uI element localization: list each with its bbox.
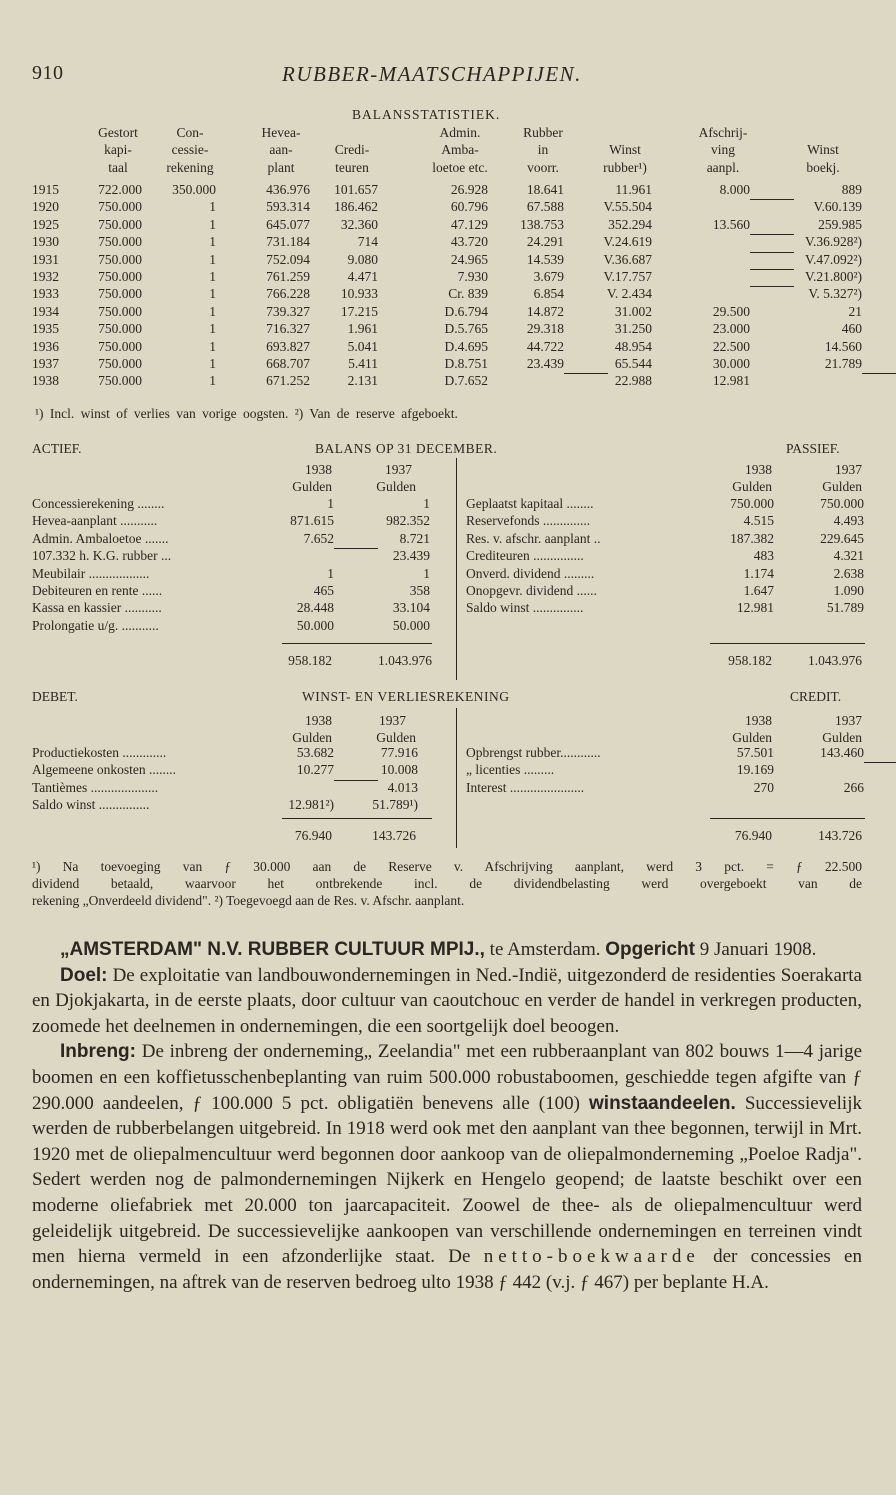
stats-col-winst-rubber: Winst rubber¹): [603, 142, 647, 175]
stats-cell-afschrijving: 30.000: [712, 356, 750, 371]
pl-right-unit-b: Gulden: [822, 730, 862, 745]
balance-right-value-a: 750.000: [730, 496, 774, 511]
stats-row: [0, 373, 896, 390]
balance-right-label: Geplaatst kapitaal ........: [466, 496, 594, 511]
balance-left-year-b: 1937: [385, 462, 412, 477]
pl-right-total-rule: [710, 818, 865, 819]
balance-right-row: [0, 513, 896, 530]
company-location: te Amsterdam.: [484, 939, 606, 960]
stats-cell-year: 1937: [32, 356, 59, 371]
stats-cell-afschrijving: 29.500: [712, 303, 750, 319]
stats-cell-hevea: 693.827: [266, 338, 310, 354]
stats-cell-winst-rubber: V.17.757: [603, 269, 652, 284]
stats-cell-concessie: 1: [209, 216, 216, 232]
balance-right-label: Saldo winst ...............: [466, 600, 584, 616]
stats-cell-winst-rubber: 31.250: [614, 321, 652, 337]
stats-cell-concessie: 1: [209, 286, 216, 302]
stats-cell-admin: 24.965: [450, 251, 488, 267]
pl-right-label: Opbrengst rubber............: [466, 745, 601, 760]
balance-right-value-a: 4.515: [743, 513, 774, 529]
pl-footnote-2: dividend betaald, waarvoor het ontbrekende incl. de dividendbelasting werd overgeboekt van de: [32, 876, 862, 891]
stats-cell-kapitaal: 750.000: [98, 234, 142, 250]
stats-cell-kapitaal: 750.000: [98, 338, 142, 354]
dash-mark: [864, 762, 896, 763]
balance-left-value-a: 7.652: [303, 530, 334, 546]
stats-cell-winst-rubber: V. 2.434: [606, 286, 652, 302]
stats-cell-kapitaal: 750.000: [98, 303, 142, 319]
stats-cell-winst-rubber: V.36.687: [603, 251, 652, 267]
dash-mark: [862, 373, 896, 374]
balance-left-heading: ACTIEF.: [32, 441, 82, 456]
pl-right-label: „ licenties .........: [466, 762, 555, 778]
pl-right-total-b: 143.726: [818, 828, 862, 843]
balance-left-total-b: 1.043.976: [378, 653, 432, 668]
stats-col-winst-boekj: Winst boekj.: [806, 142, 840, 175]
balance-right-value-b: 750.000: [820, 496, 864, 511]
balance-left-value-b: 23.439: [392, 548, 430, 564]
balance-right-total-b: 1.043.976: [808, 653, 862, 668]
stats-row: [0, 217, 896, 234]
stats-cell-rubber: 24.291: [526, 234, 564, 250]
pl-left-year-b: 1937: [379, 713, 406, 728]
stats-cell-winst-boekj: 21: [848, 303, 862, 319]
stats-cell-rubber: 18.641: [526, 182, 564, 197]
stats-cell-winst-boekj: 21.789: [824, 356, 862, 371]
stats-cell-year: 1932: [32, 269, 59, 284]
balance-left-value-b: 982.352: [386, 513, 430, 529]
stats-cell-rubber: 29.318: [526, 321, 564, 337]
balance-left-value-b: 1: [423, 496, 430, 511]
pl-left-label: Tantièmes ....................: [32, 779, 159, 795]
stats-cell-winst-rubber: 11.961: [615, 182, 652, 197]
stats-cell-year: 1935: [32, 321, 59, 337]
balance-right-value-b: 2.638: [833, 565, 864, 581]
company-description: [32, 937, 862, 1295]
stats-col-admin: Admin. Amba- loetoe etc.: [432, 125, 488, 175]
stats-cell-concessie: 1: [209, 373, 216, 389]
pl-left-label: Productiekosten .............: [32, 745, 167, 760]
balance-right-row: [0, 531, 896, 548]
stats-cell-year: 1925: [32, 216, 59, 232]
pl-left-value-a: 10.277: [296, 762, 334, 778]
balance-right-label: Res. v. afschr. aanplant ..: [466, 530, 601, 546]
pl-right-row: [0, 780, 896, 797]
balance-right-heading: PASSIEF.: [786, 441, 840, 456]
balance-right-total-rule: [710, 643, 865, 644]
balance-left-unit-a: Gulden: [292, 479, 332, 494]
stats-cell-winst-rubber: 31.002: [614, 303, 652, 319]
stats-cell-rubber: 44.722: [526, 338, 564, 354]
stats-cell-winst-boekj: V.36.928²): [804, 234, 862, 250]
stats-cell-crediteuren: 101.657: [334, 182, 378, 197]
pl-right-row: [0, 745, 896, 762]
pl-left-total-a: 76.940: [294, 828, 332, 843]
pl-right-value-a: 57.501: [736, 745, 774, 760]
stats-cell-year: 1938: [32, 373, 59, 389]
balance-right-row: [0, 496, 896, 513]
pl-right-value-b: 266: [843, 779, 864, 795]
pl-right-year-a: 1938: [745, 713, 772, 728]
stats-col-afschrijving: Afschrij- ving aanpl.: [698, 125, 748, 175]
balance-right-row: [0, 566, 896, 583]
stats-row: [0, 321, 896, 338]
doel-text: De exploitatie van landbouwondernemingen in Ned.-Indië, uitgezonderd de residenties Soerakarta en Djokjakarta, in de eerste plaats, door cultuur van caoutchouc en verder de handel in verkregen producten, zoomede het deelnemen in ondernemingen, die een soortgelijk doel beoogen.: [32, 964, 862, 1037]
stats-cell-hevea: 752.094: [266, 251, 310, 267]
stats-cell-admin: 7.930: [457, 269, 488, 284]
stats-footnote: ¹) Incl. winst of verlies van vorige oogsten. ²) Van de reserve afgeboekt.: [35, 406, 458, 421]
balance-left-value-a: 871.615: [290, 513, 334, 529]
pl-left-unit-a: Gulden: [292, 730, 332, 745]
stats-cell-winst-boekj: 14.560: [824, 338, 862, 354]
stats-cell-concessie: 1: [209, 321, 216, 337]
stats-cell-winst-rubber: 65.544: [614, 356, 652, 371]
stats-cell-afschrijving: 22.500: [712, 338, 750, 354]
balance-right-value-b: 4.321: [833, 548, 864, 564]
stats-cell-concessie: 350.000: [172, 182, 216, 197]
balance-left-total-a: 958.182: [288, 653, 332, 668]
pl-left-heading: DEBET.: [32, 689, 78, 704]
stats-cell-admin: 26.928: [450, 182, 488, 197]
pl-left-value-a: 53.682: [296, 745, 334, 760]
stats-cell-admin: 47.129: [450, 216, 488, 232]
stats-row: [0, 286, 896, 303]
balance-left-value-b: 50.000: [392, 617, 430, 633]
stats-col-kapitaal: Gestort kapi- taal: [98, 125, 138, 175]
stats-cell-winst-rubber: V.55.504: [603, 199, 652, 215]
balance-left-value-a: 465: [313, 583, 334, 598]
stats-cell-hevea: 761.259: [266, 269, 310, 284]
doel-label: Doel:: [60, 964, 108, 986]
stats-cell-kapitaal: 750.000: [98, 321, 142, 337]
stats-cell-concessie: 1: [209, 338, 216, 354]
stats-cell-admin: D.4.695: [444, 338, 488, 354]
stats-cell-winst-rubber: 352.294: [608, 216, 652, 232]
balance-left-label: Kassa en kassier ...........: [32, 600, 162, 616]
stats-cell-winst-boekj: V.47.092²): [804, 251, 862, 267]
stats-cell-winst-rubber: 48.954: [614, 338, 652, 354]
stats-cell-winst-rubber: 22.988: [614, 373, 652, 389]
company-name: „AMSTERDAM" N.V. RUBBER CULTUUR MPIJ.,: [60, 939, 485, 960]
balance-left-year-a: 1938: [305, 462, 332, 477]
stats-cell-kapitaal: 750.000: [98, 373, 142, 389]
balance-right-value-b: 4.493: [833, 513, 864, 529]
inbreng-text-2: Successievelijk werden de rubberbelangen uitgebreid. In 1918 werd ook met den aanplant van thee begonnen, terwijl in Mrt. 1920 met de oliepalmencultuur werd begonnen door aankoop van de oliepalmonderneming „Poeloe Radja". Sedert werden nog de palmondernemingen Nijkerk en Hengelo geopend; de laatste beschikt over een moderne oliefabriek met 20.000 ton jaarcapaciteit. Zoowel de thee- als de oliepalmencultuur werd geleidelijk uitgebreid. De successievelijke aankoopen van verschillende ondernemingen en terreinen vindt men hierna vermeld in een afzonderlijke staat. De: [32, 1092, 862, 1268]
stats-row: [0, 252, 896, 269]
stats-col-concessie: Con- cessie- rekening: [166, 125, 214, 175]
inbreng-text-3: der concessies en ondernemingen, na aftrek van de reserven bedroeg ulto 1938 ƒ 442 (v.j. ƒ 467) per beplante H.A.: [32, 1246, 862, 1293]
balance-left-label: Prolongatie u/g. ...........: [32, 617, 159, 633]
balance-left-label: Hevea-aanplant ...........: [32, 513, 158, 529]
running-title: RUBBER-MAATSCHAPPIJEN.: [282, 62, 582, 86]
stats-cell-crediteuren: 4.471: [347, 269, 378, 284]
pl-right-value-a: 19.169: [736, 762, 774, 778]
balance-right-year-a: 1938: [745, 462, 772, 477]
balance-left-label: 107.332 h. K.G. rubber ...: [32, 548, 172, 564]
balance-right-year-b: 1937: [835, 462, 862, 477]
stats-cell-hevea: 436.976: [266, 182, 310, 197]
stats-cell-hevea: 739.327: [266, 303, 310, 319]
stats-col-rubber: Rubber in voorr.: [523, 125, 563, 175]
stats-cell-concessie: 1: [209, 269, 216, 284]
pl-right-year-b: 1937: [835, 713, 862, 728]
stats-cell-winst-boekj: 259.985: [818, 216, 862, 232]
stats-cell-crediteuren: 17.215: [340, 303, 378, 319]
balance-right-unit-a: Gulden: [732, 479, 772, 494]
stats-cell-kapitaal: 750.000: [98, 251, 142, 267]
stats-cell-year: 1920: [32, 199, 59, 215]
stats-row: [0, 234, 896, 251]
founded-date: 9 Januari 1908.: [699, 939, 817, 960]
stats-cell-afschrijving: 13.560: [712, 216, 750, 232]
stats-row: [0, 304, 896, 321]
stats-row: [0, 182, 896, 199]
stats-cell-winst-boekj: 889: [841, 182, 862, 197]
page-number: 910: [32, 62, 64, 84]
stats-cell-hevea: 731.184: [266, 234, 310, 250]
pl-footnote-1: ¹) Na toevoeging van ƒ 30.000 aan de Reserve v. Afschrijving aanplant, werd 3 pct. = ƒ 22.500: [32, 859, 862, 874]
stats-title: BALANSSTATISTIEK.: [352, 107, 501, 122]
stats-cell-rubber: 138.753: [520, 216, 564, 232]
pl-left-label: Saldo winst ...............: [32, 797, 150, 813]
stats-cell-year: 1915: [32, 182, 59, 197]
stats-cell-admin: D.7.652: [444, 373, 488, 389]
stats-cell-hevea: 593.314: [266, 199, 310, 215]
stats-cell-winst-boekj: V.21.800²): [804, 269, 862, 284]
stats-cell-kapitaal: 722.000: [98, 182, 142, 197]
stats-cell-kapitaal: 750.000: [98, 269, 142, 284]
balance-right-value-a: 1.647: [743, 583, 774, 598]
stats-cell-rubber: 3.679: [533, 269, 564, 284]
stats-cell-hevea: 645.077: [266, 216, 310, 232]
balance-left-unit-b: Gulden: [376, 479, 416, 494]
stats-cell-kapitaal: 750.000: [98, 286, 142, 302]
stats-cell-winst-rubber: V.24.619: [603, 234, 652, 250]
balance-left-label: Admin. Ambaloetoe .......: [32, 530, 169, 546]
pl-left-value-b: 4.013: [387, 779, 418, 795]
stats-cell-year: 1933: [32, 286, 59, 302]
stats-cell-afschrijving: 12.981: [712, 373, 750, 389]
pl-right-label: Interest ......................: [466, 779, 585, 795]
stats-cell-hevea: 668.707: [266, 356, 310, 371]
pl-left-value-b: 77.916: [380, 745, 418, 760]
stats-cell-winst-boekj: V. 5.327²): [808, 286, 862, 302]
stats-row: [0, 269, 896, 286]
stats-cell-concessie: 1: [209, 303, 216, 319]
stats-cell-kapitaal: 750.000: [98, 199, 142, 215]
pl-right-row: [0, 762, 896, 779]
pl-left-total-b: 143.726: [372, 828, 416, 843]
stats-cell-year: 1930: [32, 234, 59, 250]
stats-cell-hevea: 766.228: [266, 286, 310, 302]
pl-left-label: Algemeene onkosten ........: [32, 762, 176, 778]
stats-col-hevea: Hevea- aan- plant: [261, 125, 301, 175]
pl-left-total-rule: [282, 818, 432, 819]
pl-right-total-a: 76.940: [734, 828, 772, 843]
pl-right-value-b: 143.460: [820, 745, 864, 760]
stats-cell-winst-boekj: 460: [841, 321, 862, 337]
stats-cell-rubber: 6.854: [533, 286, 564, 302]
stats-cell-admin: D.6.794: [444, 303, 488, 319]
inbreng-label: Inbreng:: [60, 1041, 136, 1063]
inbreng-bold: winstaandeelen.: [589, 1092, 736, 1114]
balance-right-label: Crediteuren ...............: [466, 548, 584, 564]
stats-cell-crediteuren: 10.933: [340, 286, 378, 302]
balance-left-label: Meubilair ..................: [32, 565, 150, 581]
pl-footnote-3: rekening „Onverdeeld dividend". ²) Toegevoegd aan de Res. v. Afschr. aanplant.: [32, 893, 465, 908]
pl-title: WINST- EN VERLIESREKENING: [302, 689, 510, 704]
balance-left-label: Concessierekening ........: [32, 496, 165, 511]
balance-right-label: Reservefonds ..............: [466, 513, 591, 529]
balance-title: BALANS OP 31 DECEMBER.: [315, 441, 498, 456]
pl-right-unit-a: Gulden: [732, 730, 772, 745]
stats-col-crediteuren: Credi- teuren: [334, 142, 370, 175]
balance-right-row: [0, 548, 896, 565]
stats-cell-concessie: 1: [209, 356, 216, 371]
stats-cell-concessie: 1: [209, 251, 216, 267]
balance-left-value-b: 8.721: [399, 530, 430, 546]
stats-cell-kapitaal: 750.000: [98, 356, 142, 371]
stats-cell-crediteuren: 5.041: [347, 338, 378, 354]
balance-left-total-rule: [282, 643, 432, 644]
balance-right-label: Onverd. dividend .........: [466, 565, 595, 581]
balance-right-value-b: 1.090: [833, 583, 864, 598]
pl-right-value-a: 270: [753, 779, 774, 795]
stats-row: [0, 339, 896, 356]
stats-cell-crediteuren: 5.411: [348, 356, 378, 371]
founded-label: Opgericht: [605, 939, 695, 960]
stats-cell-admin: D.8.751: [444, 356, 488, 371]
stats-cell-hevea: 671.252: [266, 373, 310, 389]
balance-left-label: Debiteuren en rente ......: [32, 583, 163, 598]
stats-cell-kapitaal: 750.000: [98, 216, 142, 232]
stats-cell-hevea: 716.327: [266, 321, 310, 337]
balance-right-unit-b: Gulden: [822, 479, 862, 494]
stats-cell-admin: 60.796: [450, 199, 488, 215]
stats-cell-concessie: 1: [209, 199, 216, 215]
spaced-term: netto-boekwaarde: [483, 1246, 700, 1268]
pl-left-row: [0, 797, 896, 814]
stats-cell-admin: Cr. 839: [448, 286, 488, 302]
balance-right-total-a: 958.182: [728, 653, 772, 668]
balance-left-value-a: 50.000: [296, 617, 334, 633]
balance-right-value-a: 1.174: [743, 565, 774, 581]
balance-left-value-b: 33.104: [392, 600, 430, 616]
stats-cell-admin: 43.720: [450, 234, 488, 250]
stats-cell-year: 1931: [32, 251, 59, 267]
stats-row: [0, 199, 896, 216]
balance-right-label: Onopgevr. dividend ......: [466, 583, 597, 598]
balance-right-value-a: 187.382: [730, 530, 774, 546]
pl-left-value-b: 51.789¹): [372, 797, 418, 813]
stats-cell-crediteuren: 186.462: [334, 199, 378, 215]
pl-left-value-b: 10.008: [380, 762, 418, 778]
balance-left-value-b: 1: [423, 565, 430, 581]
stats-cell-crediteuren: 1.961: [347, 321, 378, 337]
pl-left-value-a: 12.981²): [288, 797, 334, 813]
pl-left-year-a: 1938: [305, 713, 332, 728]
balance-right-value-b: 51.789: [826, 600, 864, 616]
pl-left-unit-b: Gulden: [376, 730, 416, 745]
stats-cell-rubber: 23.439: [526, 356, 564, 371]
stats-cell-rubber: 14.539: [526, 251, 564, 267]
stats-cell-crediteuren: 32.360: [340, 216, 378, 232]
stats-cell-crediteuren: 9.080: [347, 251, 378, 267]
balance-right-row: [0, 600, 896, 617]
stats-cell-crediteuren: 714: [357, 234, 378, 250]
balance-left-value-a: 1: [327, 496, 334, 511]
balance-left-row: [0, 618, 896, 635]
stats-cell-afschrijving: 8.000: [719, 182, 750, 197]
balance-right-value-a: 12.981: [736, 600, 774, 616]
balance-left-value-b: 358: [409, 583, 430, 598]
stats-cell-rubber: 67.588: [526, 199, 564, 215]
stats-cell-winst-boekj: V.60.139: [813, 199, 862, 215]
pl-right-heading: CREDIT.: [790, 689, 842, 704]
balance-right-value-b: 229.645: [820, 530, 864, 546]
stats-cell-year: 1936: [32, 338, 59, 354]
stats-row: [0, 356, 896, 373]
inbreng-text-1: De inbreng der onderneming„ Zeelandia" met een rubberaanplant van 802 bouws 1—4 jarige boomen en een koffietusschenbeplanting van ruim 500.000 robustaboomen, geschiedde tegen afgifte van ƒ 290.000 aandeelen, ƒ 100.000 5 pct. obligatiën benevens alle (100): [32, 1041, 862, 1114]
balance-right-value-a: 483: [753, 548, 774, 564]
stats-cell-concessie: 1: [209, 234, 216, 250]
balance-right-row: [0, 583, 896, 600]
balance-left-value-a: 1: [327, 565, 334, 581]
stats-cell-year: 1934: [32, 303, 59, 319]
stats-cell-afschrijving: 23.000: [712, 321, 750, 337]
balance-left-value-a: 28.448: [296, 600, 334, 616]
stats-cell-rubber: 14.872: [526, 303, 564, 319]
stats-cell-crediteuren: 2.131: [347, 373, 378, 389]
stats-cell-admin: D.5.765: [444, 321, 488, 337]
